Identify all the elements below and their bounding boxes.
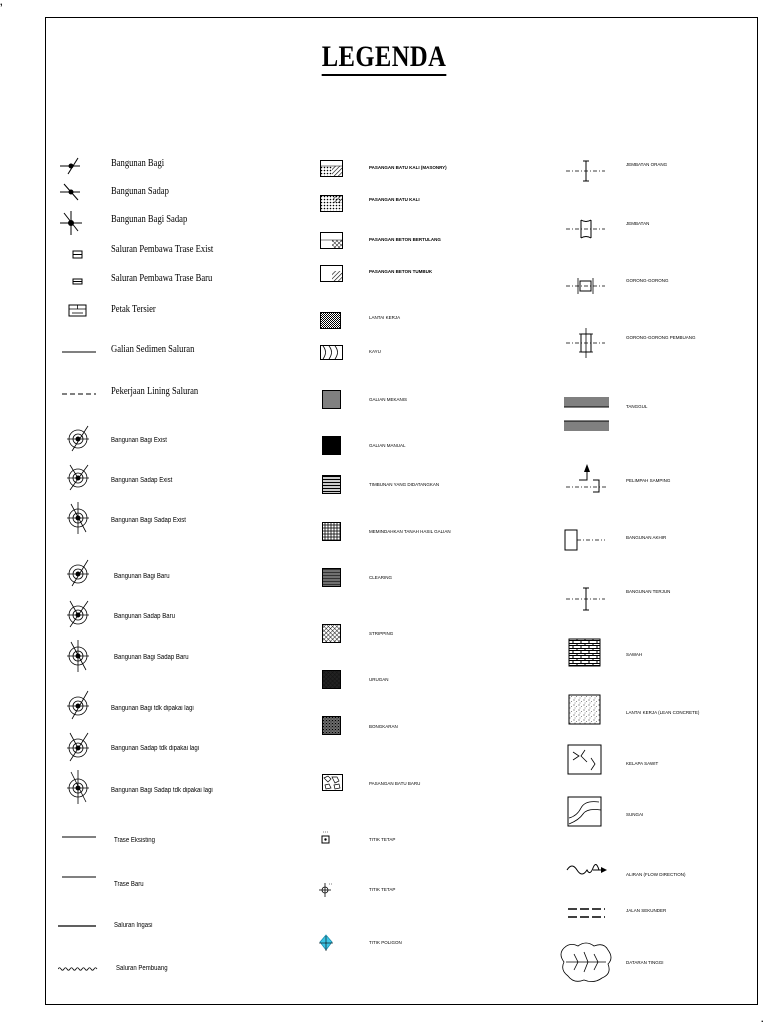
- jalan-sekunder-icon: [567, 906, 607, 920]
- dashed-line-icon: [62, 392, 98, 396]
- beton-bertulang-hatch-icon: [320, 232, 344, 250]
- col3-label: PELIMPAH SAMPING: [626, 478, 671, 483]
- saluran-pembawa-baru-icon: [72, 278, 84, 286]
- wavy-line-icon: [58, 966, 100, 972]
- bangunan-akhir-icon: [563, 527, 607, 553]
- col3-label: TANGGUL: [626, 404, 648, 409]
- bangunan-bagi-icon: [58, 156, 84, 178]
- bangunan-sadap-tdk-dipakai-icon: [64, 730, 94, 764]
- col1-label: Bangunan Bagi Exist: [111, 437, 167, 444]
- urugan-hatch-icon: [322, 670, 342, 690]
- col2-label: CLEARING: [369, 575, 393, 580]
- bangunan-sadap-exist-icon: [64, 462, 94, 494]
- col2-label: PASANGAN BATU KALI: [369, 197, 420, 202]
- solid-line-icon: [62, 350, 98, 354]
- col1-label: Bangunan Bagi Sadap: [111, 213, 188, 225]
- col2-label: STRIPPING: [369, 631, 394, 636]
- col2-label: TITIK TETAP: [369, 837, 396, 842]
- bangunan-bagi-sadap-exist-icon: [64, 500, 94, 536]
- bangunan-terjun-icon: [565, 585, 607, 613]
- col2-label: PASANGAN BATU KALI (MASONRY): [369, 165, 447, 170]
- batu-kali-hatch-icon: [320, 195, 344, 213]
- pelimpah-samping-icon: [565, 460, 609, 496]
- col1-label: Bangunan Bagi Sadap Exist: [111, 517, 186, 524]
- col1-label: Saluran Pembawa Trase Baru: [111, 272, 213, 284]
- stripping-hatch-icon: [322, 624, 342, 644]
- tanggul-icon: [563, 393, 611, 433]
- col1-label: Petak Tersier: [111, 303, 156, 315]
- flow-direction-icon: [565, 860, 609, 880]
- col3-label: JEMBATAN ORANG: [626, 162, 668, 167]
- col1-label: Saluran Irigasi: [114, 922, 153, 929]
- col1-label: Bangunan Bagi tdk dipakai lagi: [111, 705, 194, 712]
- masonry-hatch-icon: [320, 160, 344, 178]
- col3-label: SUNGAI: [626, 812, 644, 817]
- legend-title: LEGENDA: [69, 40, 699, 74]
- sungai-icon: [567, 796, 603, 828]
- galian-mekanis-hatch-icon: [322, 390, 342, 410]
- solid-line-icon: [62, 835, 98, 839]
- col3-label: GORONG-GORONG PEMBUANG: [626, 335, 696, 340]
- col2-label: MEMINDAHKAN TANAH HASIL GALIAN: [369, 529, 451, 534]
- memindahkan-tanah-hatch-icon: [322, 522, 342, 542]
- col1-label: Bangunan Sadap: [111, 185, 169, 197]
- col1-label: Bangunan Bagi Sadap tdk dipakai lagi: [111, 787, 213, 794]
- corner-mark: .: [761, 1014, 764, 1024]
- col1-label: Galian Sedimen Saluran: [111, 343, 195, 355]
- dataran-tinggi-icon: [558, 940, 614, 982]
- bangunan-bagi-sadap-icon: [58, 209, 84, 237]
- col1-label: Pekerjaan Lining Saluran: [111, 385, 199, 397]
- sawah-icon: [568, 638, 602, 668]
- col2-label: KAYU: [369, 349, 381, 354]
- galian-manual-hatch-icon: [322, 436, 342, 456]
- bangunan-bagi-tdk-dipakai-icon: [64, 689, 94, 721]
- bangunan-bagi-exist-icon: [64, 424, 94, 454]
- col2-label: LANTAI KERJA: [369, 315, 401, 320]
- titik-tetap-cross-icon: [318, 880, 336, 898]
- col1-label: Saluran Pembuang: [116, 965, 168, 972]
- jembatan-orang-icon: [565, 159, 607, 183]
- petak-tersier-icon: [68, 304, 88, 318]
- col3-label: DATARAN TINGGI: [626, 960, 664, 965]
- col3-label: JEMBATAN: [626, 221, 650, 226]
- corner-mark: ,: [0, 0, 3, 7]
- col1-label: Bangunan Bagi Sadap Baru: [114, 654, 189, 661]
- col2-label: TIMBUNAN YANG DIDATANGKAN: [369, 482, 440, 487]
- col2-label: TITIK TETAP: [369, 887, 396, 892]
- col3-label: KELAPA SAWIT: [626, 761, 659, 766]
- col1-label: Bangunan Sadap tdk dipakai lagi: [111, 745, 200, 752]
- col2-label: PASANGAN BETON TUMBUK: [369, 269, 433, 274]
- bangunan-bagi-sadap-tdk-dipakai-icon: [64, 768, 94, 806]
- col2-label: URUGAN: [369, 677, 389, 682]
- col3-label: ALIRAN (FLOW DIRECTION): [626, 872, 686, 877]
- batu-baru-hatch-icon: [322, 774, 344, 792]
- titik-poligon-icon: [318, 934, 334, 952]
- col2-label: GALIAN MANUAL: [369, 443, 406, 448]
- col3-label: SAWAH: [626, 652, 643, 657]
- col1-label: Bangunan Bagi Baru: [114, 573, 170, 580]
- lantai-kerja-hatch-icon: [320, 312, 342, 330]
- saluran-pembawa-exist-icon: [72, 250, 84, 260]
- col1-label: Trase Baru: [114, 881, 144, 888]
- titik-tetap-box-icon: [320, 830, 332, 846]
- jembatan-icon: [565, 214, 607, 244]
- lean-concrete-icon: [568, 694, 602, 726]
- col1-label: Bangunan Sadap Baru: [114, 613, 175, 620]
- bangunan-sadap-baru-icon: [64, 598, 94, 630]
- col1-label: Bangunan Bagi: [111, 157, 165, 169]
- col1-label: Bangunan Sadap Exist: [111, 477, 173, 484]
- gorong-gorong-pembuang-icon: [565, 326, 607, 360]
- col2-label: TITIK POLIGON: [369, 940, 402, 945]
- bangunan-bagi-baru-icon: [64, 558, 94, 588]
- solid-line-icon: [62, 875, 98, 879]
- solid-line-icon: [58, 924, 98, 928]
- timbunan-hatch-icon: [322, 475, 342, 495]
- col3-label: BANGUNAN AKHIR: [626, 535, 667, 540]
- col2-label: GALIAN MEKANIS: [369, 397, 408, 402]
- col2-label: PASANGAN BETON BERTULANG: [369, 237, 441, 242]
- kelapa-sawit-icon: [567, 744, 603, 776]
- col2-label: BONGKARAN: [369, 724, 398, 729]
- col1-label: Saluran Pembawa Trase Exist: [111, 243, 214, 255]
- col1-label: Trase Eksisting: [114, 837, 155, 844]
- col3-label: GORONG-GORONG: [626, 278, 669, 283]
- kayu-hatch-icon: [320, 345, 344, 361]
- col3-label: JALAN SEKUNDER: [626, 908, 667, 913]
- beton-tumbuk-hatch-icon: [320, 265, 344, 283]
- gorong-gorong-icon: [565, 274, 607, 298]
- bongkaran-hatch-icon: [322, 716, 342, 736]
- bangunan-bagi-sadap-baru-icon: [64, 638, 94, 674]
- col2-label: PASANGAN BATU BARU: [369, 781, 421, 786]
- col3-label: LANTAI KERJA (LEAN CONCRETE): [626, 710, 700, 715]
- col3-label: BANGUNAN TERJUN: [626, 589, 671, 594]
- clearing-hatch-icon: [322, 568, 342, 588]
- bangunan-sadap-icon: [58, 182, 84, 204]
